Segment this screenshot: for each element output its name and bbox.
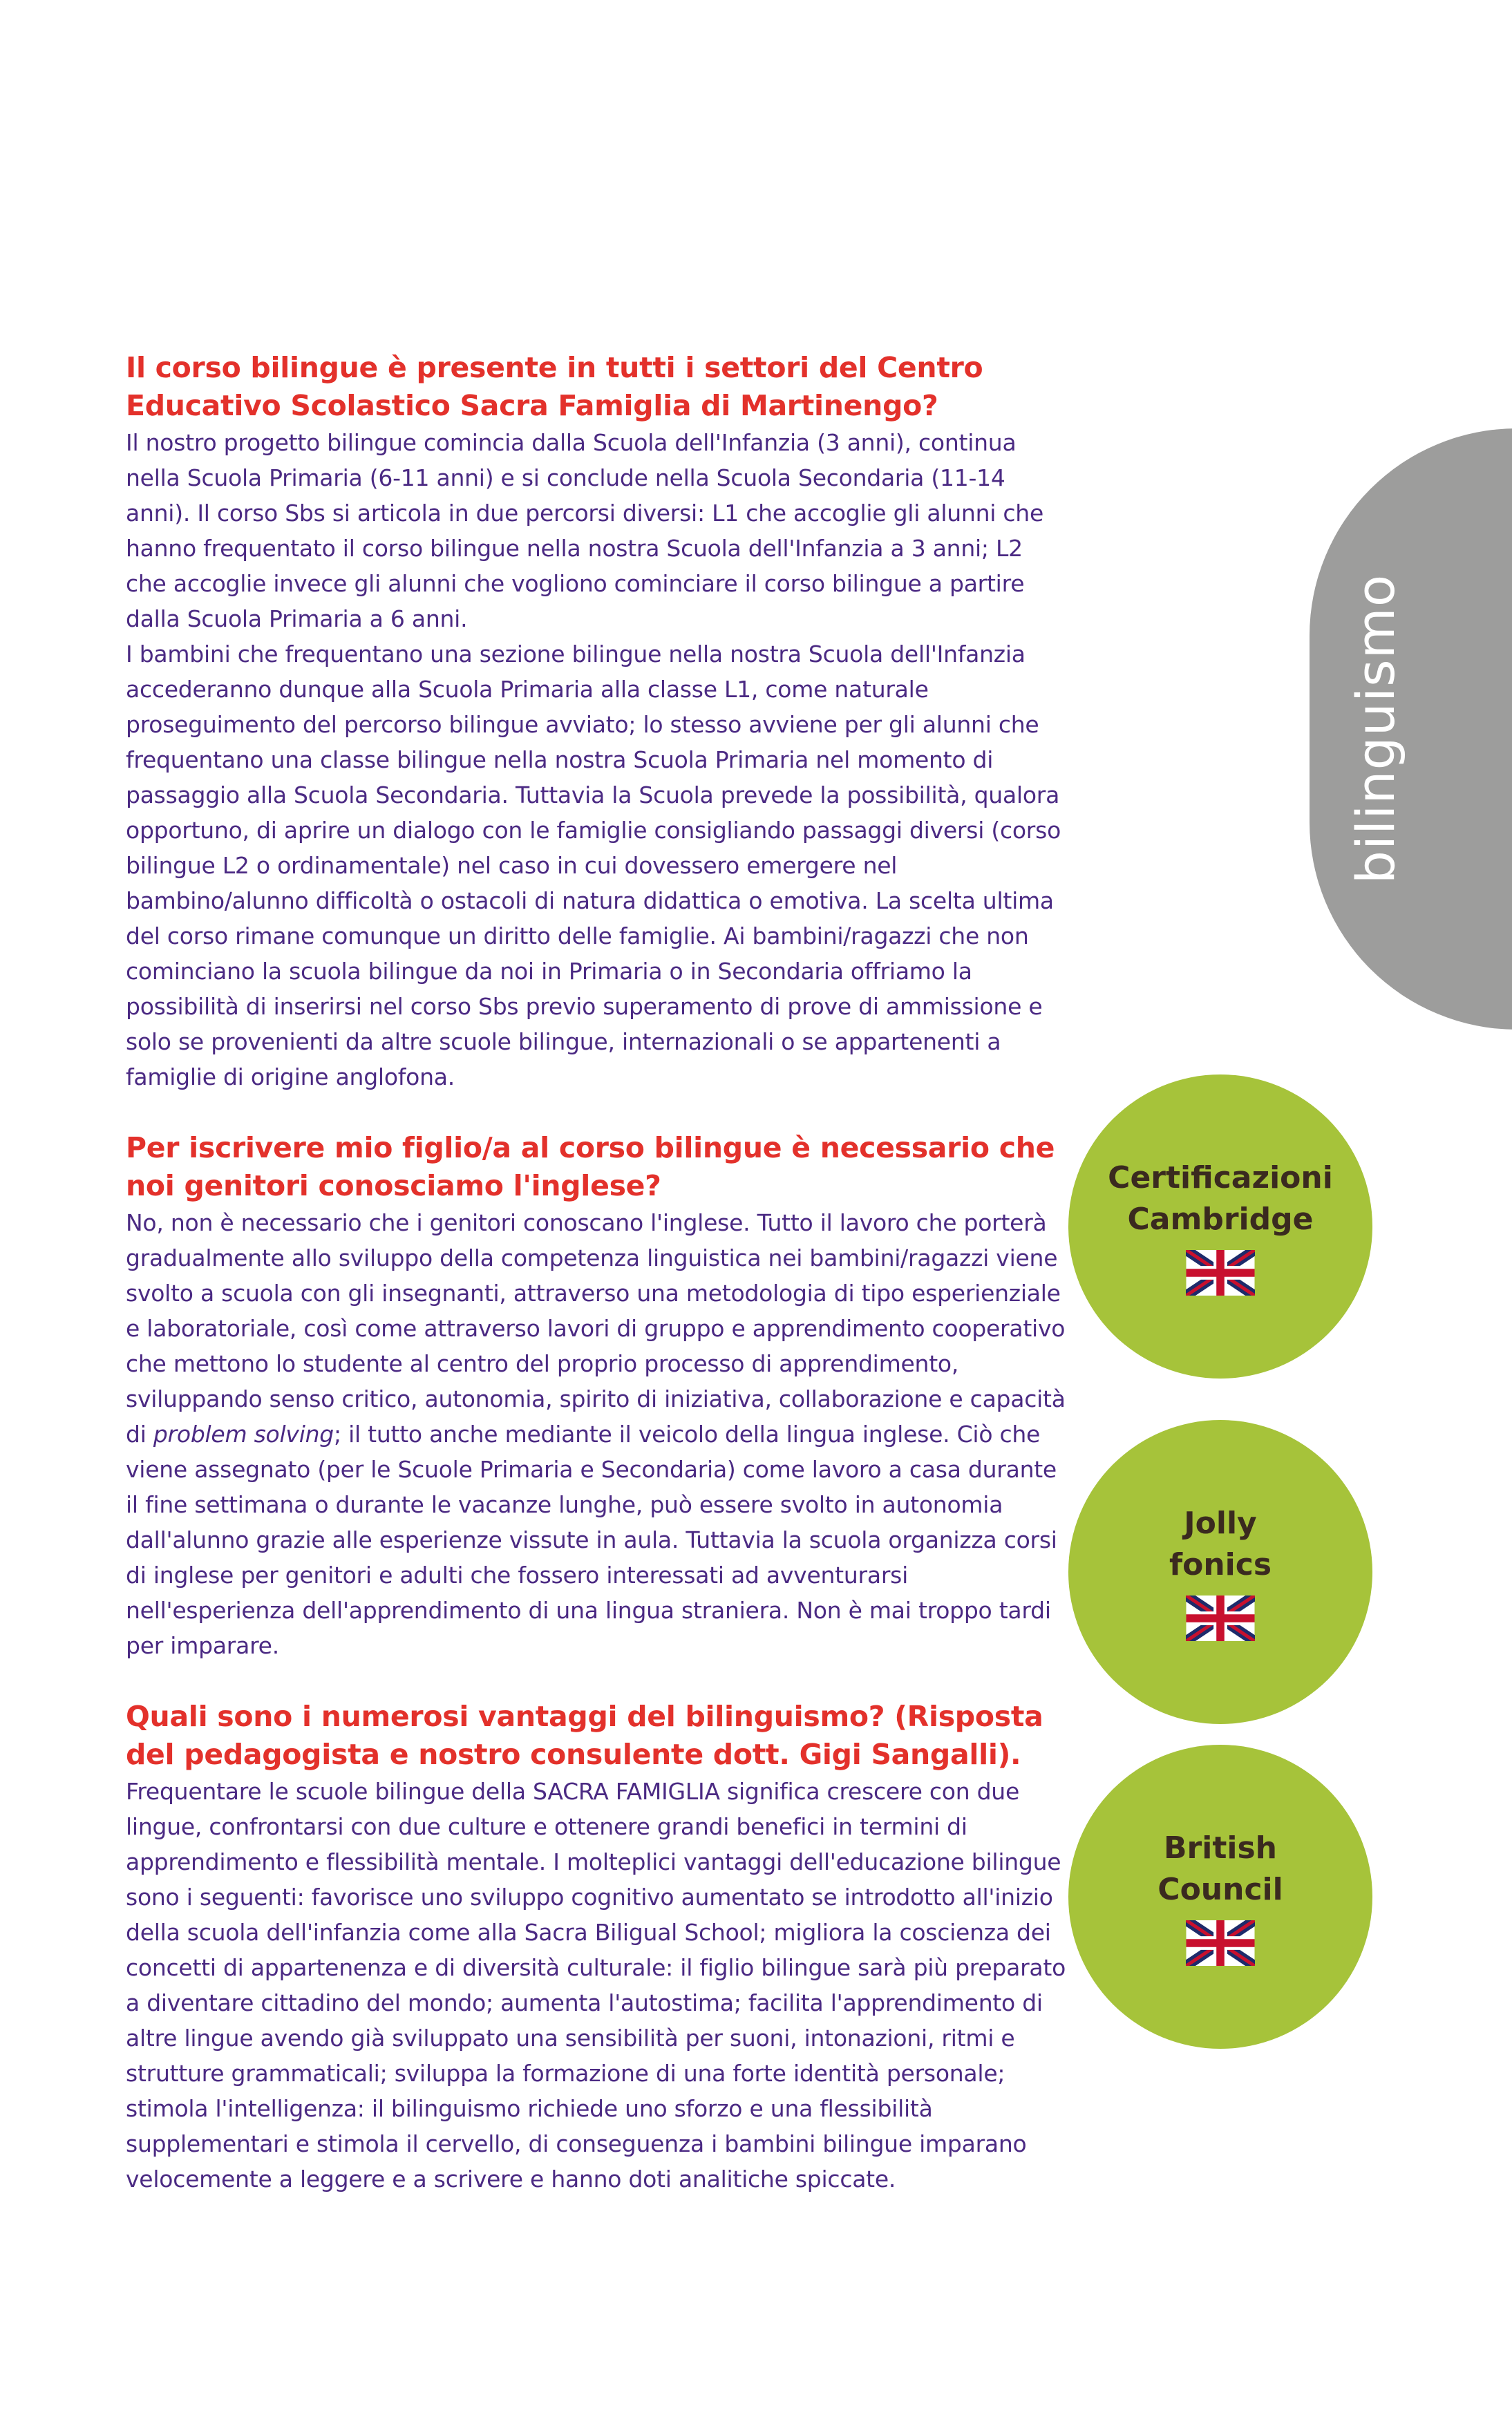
answer-italic-term: problem solving (153, 1421, 334, 1448)
faq-section-1 (126, 349, 1069, 1095)
answer-text (126, 1205, 1069, 1663)
answer-text-part: No, non è necessario che i genitori conoscano l'inglese. Tutto il lavoro che porterà gradualmente allo sviluppo della competenza linguistica nei bambini/ragazzi viene svolto a scuola con gli insegnanti, attraverso una metodologia di tipo esperienziale e laboratoriale, così come attraverso lavori di gruppo e apprendimento cooperativo che mettono lo studente al centro del proprio processo di apprendimento, sviluppando senso critico, autonomia, spirito di iniziativa, collaborazione e capacità di (126, 1209, 1066, 1448)
question-heading: Quali sono i numerosi vantaggi del bilinguismo? (Risposta del pedagogista e nostro consulente dott. Gigi Sangalli). (126, 1700, 1043, 1771)
side-tab-label: bilinguismo (1345, 574, 1406, 884)
question-heading: Il corso bilingue è presente in tutti i settori del Centro Educativo Scolastico Sacra Famiglia di Martinengo? (126, 351, 983, 422)
faq-section-2 (126, 1129, 1069, 1663)
badge-british-council (1068, 1745, 1372, 2049)
uk-flag-icon (1186, 1250, 1255, 1296)
uk-flag-icon (1186, 1920, 1255, 1966)
badge-label: Jolly fonics (1169, 1506, 1272, 1582)
badge-cambridge (1068, 1074, 1372, 1379)
side-tab (1310, 428, 1512, 1030)
answer-text: Frequentare le scuole bilingue della SACRA FAMIGLIA significa crescere con due lingue, confrontarsi con due culture e ottenere grandi benefici in termini di apprendimento e flessibilità mentale. I molteplici vantaggi dell'educazione bilingue sono i seguenti: favorisce uno sviluppo cognitivo aumentato se introdotto all'inizio della scuola dell'infanzia come alla Sacra Biligual School; migliora la coscienza dei concetti di appartenenza e di diversità culturale: il figlio bilingue sarà più preparato a diventare cittadino del mondo; aumenta l'autostima; facilita l'apprendimento di altre lingue avendo già sviluppato una sensibilità per suoni, intonazioni, ritmi e strutture grammaticali; sviluppa la formazione di una forte identità personale; stimola l'intelligenza: il bilinguismo richiede uno sforzo e una flessibilità supplementari e stimola il cervello, di conseguenza i bambini bilingue imparano velocemente a leggere e a scrivere e hanno doti analitiche spiccate. (126, 1778, 1066, 2193)
faq-section-3 (126, 1698, 1069, 2197)
answer-text-part: ; il tutto anche mediante il veicolo della lingua inglese. Ciò che viene assegnato (per le Scuole Primaria e Secondaria) come lavoro a casa durante il fine settimana o durante le vacanze lunghe, può essere svolto in autonomia dall'alunno grazie alle esperienze vissute in aula. Tuttavia la scuola organizza corsi di inglese per genitori e adulti che fossero interessati ad avventurarsi nell'esperienza dell'apprendimento di una lingua straniera. Non è mai troppo tardi per imparare. (126, 1421, 1057, 1659)
badge-jolly-fonics (1068, 1420, 1372, 1724)
question-heading: Per iscrivere mio figlio/a al corso bilingue è necessario che noi genitori conosciamo l'inglese? (126, 1131, 1055, 1202)
badge-label: Certificazioni Cambridge (1108, 1160, 1333, 1237)
badge-label: British Council (1157, 1830, 1283, 1907)
main-content (126, 349, 1069, 2197)
uk-flag-icon (1186, 1596, 1255, 1641)
answer-text: Il nostro progetto bilingue comincia dalla Scuola dell'Infanzia (3 anni), continua nella Scuola Primaria (6-11 anni) e si conclude nella Scuola Secondaria (11-14 anni). Il corso Sbs si articola in due percorsi diversi: L1 che accoglie gli alunni che hanno frequentato il corso bilingue nella nostra Scuola dell'Infanzia a 3 anni; L2 che accoglie invece gli alunni che vogliono cominciare il corso bilingue a partire dalla Scuola Primaria a 6 anni. I bambini che frequentano una sezione bilingue nella nostra Scuola dell'Infanzia accederanno dunque alla Scuola Primaria alla classe L1, come naturale proseguimento del percorso bilingue avviato; lo stesso avviene per gli alunni che frequentano una classe bilingue nella nostra Scuola Primaria nel momento di passaggio alla Scuola Secondaria. Tuttavia la Scuola prevede la possibilità, qualora opportuno, di aprire un dialogo con le famiglie consigliando passaggi diversi (corso bilingue L2 o ordinamentale) nel caso in cui dovessero emergere nel bambino/alunno difficoltà o ostacoli di natura didattica o emotiva. La scelta ultima del corso rimane comunque un diritto delle famiglie. Ai bambini/ragazzi che non cominciano la scuola bilingue da noi in Primaria o in Secondaria offriamo la possibilità di inserirsi nel corso Sbs previo superamento di prove di ammissione e solo se provenienti da altre scuole bilingue, internazionali o se appartenenti a famiglie di origine anglofona. (126, 429, 1061, 1090)
